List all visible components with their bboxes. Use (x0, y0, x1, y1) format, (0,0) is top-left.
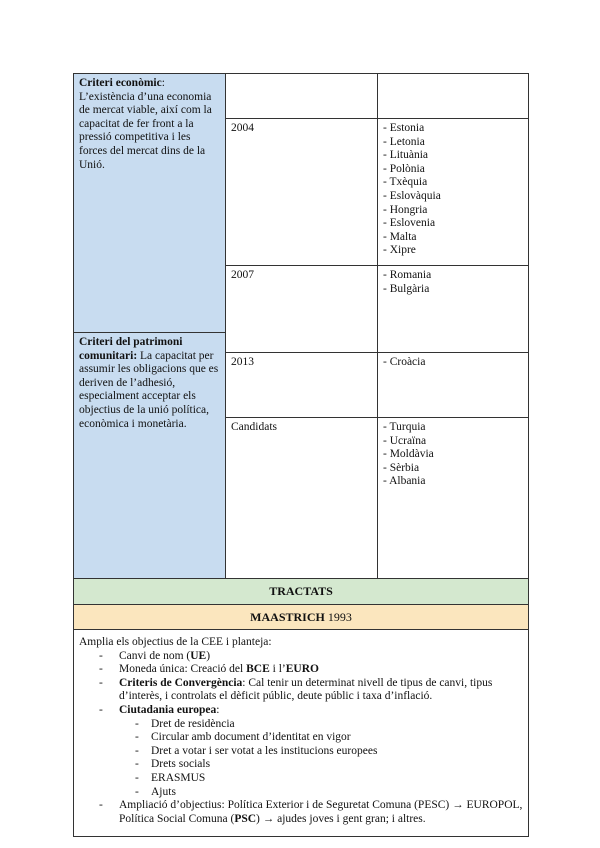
countries-cell-candidats (377, 417, 529, 579)
maastrich-header (73, 604, 529, 630)
citizenship-rights (119, 718, 523, 800)
empty-countries-cell (377, 73, 529, 119)
right-item: - Drets socials (151, 758, 523, 772)
country-item: - Lituània (383, 149, 429, 162)
economic-criterion-text: L’existència d’una economia de mercat viable, així com la capacitat de fer front a la pressió competitiva i les forces del mercat dins de la Unió. (79, 90, 212, 171)
patrimoni-criterion-sep: : (133, 349, 138, 362)
point-bold: EURO (285, 663, 319, 676)
right-item: - Dret de residència (151, 718, 523, 732)
point-text: : Cal tenir un determinat nivell de tipus de canvi, tipus d’interès, i controlats el dèficit públic, deute públic i taxa d’inflació. (119, 676, 493, 703)
countries-cell-2004 (377, 118, 529, 266)
country-item: - Romania (383, 269, 432, 281)
year-label: 2007 (231, 269, 254, 281)
point-bold: Ciutadania europea (119, 703, 217, 716)
point-text: Ampliació d’objectius: Política Exterior i de Seguretat Comuna (PESC) → EUROPOL, Política Social Comuna ( (119, 799, 523, 825)
tractats-header-label: TRACTATS (269, 584, 333, 598)
year-cell-candidats (225, 417, 378, 579)
country-list (383, 421, 523, 489)
patrimoni-criterion-cell (73, 332, 226, 579)
country-item: - Sèrbia (383, 461, 420, 474)
country-item: - Estonia (383, 122, 425, 134)
point-text: Canvi de nom ( (119, 649, 191, 662)
year-cell-2013 (225, 352, 378, 418)
countries-cell-2013 (377, 352, 529, 418)
country-item: - Moldàvia (383, 448, 434, 461)
economic-criterion-title: Criteri econòmic (79, 77, 162, 89)
maastrich-name: MAASTRICH (250, 610, 325, 624)
right-item: - ERASMUS (151, 772, 523, 786)
country-list (383, 356, 523, 370)
point-name-change (119, 650, 523, 664)
country-item: - Txèquia (383, 176, 428, 189)
point-text: ) → ajudes joves i gent gran; i altres. (256, 812, 426, 825)
point-bold: UE (190, 649, 207, 662)
economic-criterion-sep: : (161, 77, 165, 89)
country-list (383, 122, 523, 258)
year-label: 2004 (231, 122, 254, 134)
right-item: - Dret a votar i ser votat a les institucions europees (151, 745, 523, 759)
country-item: - Croàcia (383, 356, 426, 368)
year-label: Candidats (231, 421, 277, 433)
maastrich-points (79, 650, 523, 827)
point-objectives-expansion (119, 799, 523, 826)
country-item: - Eslovenia (383, 217, 436, 230)
country-item: - Hongria (383, 203, 428, 216)
country-item: - Eslovàquia (383, 189, 441, 202)
country-item: - Polònia (383, 162, 425, 175)
economic-criterion-cell (73, 73, 226, 333)
tractats-header (73, 578, 529, 605)
point-bold: BCE (246, 663, 270, 676)
point-text: ) (206, 649, 211, 662)
country-item: - Turquia (383, 421, 426, 433)
point-text: : (216, 703, 220, 716)
point-convergence-criteria (119, 677, 523, 704)
point-european-citizenship (119, 704, 523, 799)
year-cell-2004 (225, 118, 378, 266)
maastrich-content (73, 629, 529, 837)
country-item: - Malta (383, 230, 417, 243)
point-single-currency (119, 663, 523, 677)
right-item: - Ajuts (151, 786, 523, 800)
country-list (383, 269, 523, 296)
year-cell-2007 (225, 265, 378, 353)
patrimoni-criterion-text: La capacitat per assumir les obligacions que es deriven de l’adhesió, especialment acceptar els objectius de la unió política, econòmica i monetària. (79, 349, 219, 430)
point-bold: Criteris de Convergència (119, 676, 243, 689)
point-text: Moneda única: Creació del (119, 663, 247, 676)
point-text: i l’ (269, 663, 286, 676)
country-item: - Bulgària (383, 282, 430, 295)
content-intro: Amplia els objectius de la CEE i planteja: (79, 636, 272, 648)
country-item: - Albania (383, 475, 426, 488)
empty-year-cell (225, 73, 378, 119)
year-label: 2013 (231, 356, 254, 368)
countries-cell-2007 (377, 265, 529, 353)
maastrich-year: 1993 (324, 610, 352, 624)
country-item: - Letonia (383, 135, 425, 148)
point-bold: PSC (234, 812, 257, 825)
right-item: - Circular amb document d’identitat en vigor (151, 731, 523, 745)
country-item: - Ucraïna (383, 434, 427, 447)
patrimoni-criterion-title: Criteri del patrimoni comunitari (79, 336, 183, 362)
country-item: - Xipre (383, 244, 416, 257)
